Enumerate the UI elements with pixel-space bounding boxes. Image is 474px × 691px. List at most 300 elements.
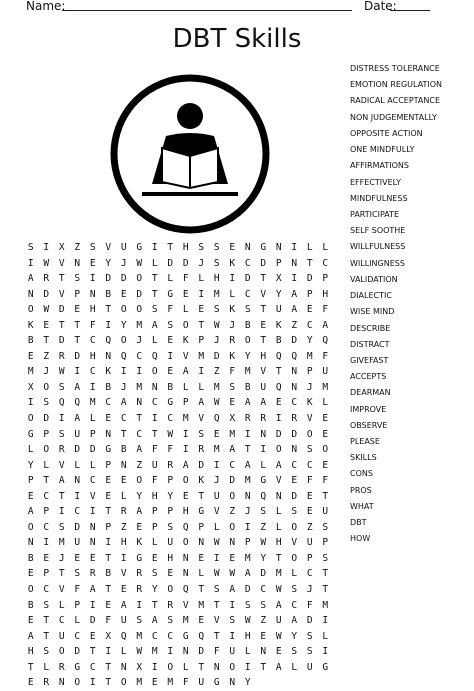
- grid-letter[interactable]: O: [120, 304, 127, 316]
- grid-letter[interactable]: C: [136, 350, 143, 362]
- grid-letter[interactable]: T: [213, 599, 220, 611]
- grid-letter[interactable]: D: [244, 273, 251, 285]
- grid-letter[interactable]: Y: [151, 584, 158, 596]
- grid-letter[interactable]: T: [213, 630, 220, 642]
- grid-letter[interactable]: E: [182, 288, 189, 300]
- grid-letter[interactable]: L: [151, 257, 158, 269]
- grid-letter[interactable]: M: [213, 444, 220, 456]
- grid-letter[interactable]: U: [167, 537, 174, 549]
- grid-letter[interactable]: D: [291, 490, 298, 502]
- grid-letter[interactable]: N: [27, 288, 34, 300]
- grid-letter[interactable]: Y: [275, 288, 282, 300]
- grid-letter[interactable]: A: [27, 273, 34, 285]
- grid-letter[interactable]: B: [275, 335, 282, 347]
- grid-letter[interactable]: E: [322, 459, 329, 471]
- grid-letter[interactable]: N: [151, 381, 158, 393]
- grid-letter[interactable]: G: [182, 630, 189, 642]
- grid-letter[interactable]: I: [74, 490, 81, 502]
- grid-letter[interactable]: K: [229, 304, 236, 316]
- grid-letter[interactable]: P: [89, 428, 96, 440]
- grid-letter[interactable]: E: [105, 599, 112, 611]
- grid-letter[interactable]: L: [291, 568, 298, 580]
- grid-letter[interactable]: T: [151, 428, 158, 440]
- grid-letter[interactable]: O: [244, 335, 251, 347]
- grid-letter[interactable]: J: [198, 257, 205, 269]
- grid-letter[interactable]: T: [120, 428, 127, 440]
- grid-letter[interactable]: T: [260, 304, 267, 316]
- grid-letter[interactable]: I: [244, 661, 251, 673]
- grid-letter[interactable]: U: [322, 366, 329, 378]
- grid-letter[interactable]: C: [43, 521, 50, 533]
- grid-letter[interactable]: Y: [27, 459, 34, 471]
- grid-letter[interactable]: L: [151, 537, 158, 549]
- grid-letter[interactable]: I: [229, 273, 236, 285]
- grid-letter[interactable]: A: [58, 475, 65, 487]
- grid-letter[interactable]: M: [182, 413, 189, 425]
- grid-letter[interactable]: A: [291, 615, 298, 627]
- grid-letter[interactable]: U: [120, 615, 127, 627]
- grid-letter[interactable]: A: [244, 397, 251, 409]
- grid-letter[interactable]: O: [182, 475, 189, 487]
- grid-letter[interactable]: N: [244, 242, 251, 253]
- grid-letter[interactable]: P: [306, 288, 313, 300]
- grid-letter[interactable]: C: [291, 397, 298, 409]
- grid-letter[interactable]: X: [275, 273, 282, 285]
- grid-letter[interactable]: E: [27, 615, 34, 627]
- grid-letter[interactable]: A: [182, 366, 189, 378]
- grid-letter[interactable]: T: [322, 490, 329, 502]
- grid-letter[interactable]: T: [322, 584, 329, 596]
- grid-letter[interactable]: I: [229, 630, 236, 642]
- grid-letter[interactable]: F: [89, 319, 96, 331]
- grid-letter[interactable]: L: [89, 413, 96, 425]
- grid-letter[interactable]: D: [306, 615, 313, 627]
- grid-letter[interactable]: R: [291, 413, 298, 425]
- grid-letter[interactable]: B: [244, 381, 251, 393]
- grid-letter[interactable]: K: [27, 319, 34, 331]
- grid-letter[interactable]: Y: [167, 490, 174, 502]
- grid-letter[interactable]: L: [43, 459, 50, 471]
- grid-letter[interactable]: Z: [74, 242, 81, 253]
- grid-letter[interactable]: Z: [260, 521, 267, 533]
- grid-letter[interactable]: L: [167, 273, 174, 285]
- grid-letter[interactable]: P: [27, 475, 34, 487]
- grid-letter[interactable]: T: [58, 568, 65, 580]
- grid-letter[interactable]: W: [213, 537, 220, 549]
- grid-letter[interactable]: Y: [244, 350, 251, 362]
- grid-letter[interactable]: V: [89, 490, 96, 502]
- grid-letter[interactable]: B: [105, 288, 112, 300]
- grid-letter[interactable]: O: [74, 677, 81, 689]
- grid-letter[interactable]: E: [275, 397, 282, 409]
- grid-letter[interactable]: P: [306, 552, 313, 564]
- grid-letter[interactable]: B: [27, 599, 34, 611]
- grid-letter[interactable]: T: [43, 475, 50, 487]
- grid-letter[interactable]: L: [43, 661, 50, 673]
- grid-letter[interactable]: P: [74, 599, 81, 611]
- grid-letter[interactable]: U: [74, 428, 81, 440]
- grid-letter[interactable]: L: [198, 568, 205, 580]
- grid-letter[interactable]: D: [105, 273, 112, 285]
- grid-letter[interactable]: K: [182, 335, 189, 347]
- grid-letter[interactable]: D: [89, 444, 96, 456]
- grid-letter[interactable]: Q: [105, 335, 112, 347]
- grid-letter[interactable]: T: [151, 599, 158, 611]
- grid-letter[interactable]: U: [213, 490, 220, 502]
- grid-letter[interactable]: I: [182, 444, 189, 456]
- grid-letter[interactable]: I: [58, 413, 65, 425]
- grid-letter[interactable]: C: [291, 459, 298, 471]
- grid-letter[interactable]: T: [27, 661, 34, 673]
- grid-letter[interactable]: I: [322, 646, 329, 658]
- grid-letter[interactable]: J: [120, 381, 127, 393]
- grid-letter[interactable]: Q: [213, 413, 220, 425]
- grid-letter[interactable]: D: [182, 257, 189, 269]
- grid-letter[interactable]: E: [306, 304, 313, 316]
- grid-letter[interactable]: Q: [182, 584, 189, 596]
- grid-letter[interactable]: T: [105, 661, 112, 673]
- grid-letter[interactable]: O: [58, 646, 65, 658]
- grid-letter[interactable]: L: [275, 521, 282, 533]
- grid-letter[interactable]: P: [151, 506, 158, 518]
- grid-letter[interactable]: J: [58, 552, 65, 564]
- grid-letter[interactable]: E: [167, 568, 174, 580]
- grid-letter[interactable]: Q: [275, 381, 282, 393]
- grid-letter[interactable]: G: [322, 661, 329, 673]
- grid-letter[interactable]: L: [275, 506, 282, 518]
- grid-letter[interactable]: S: [167, 615, 174, 627]
- grid-letter[interactable]: N: [213, 661, 220, 673]
- grid-letter[interactable]: V: [213, 506, 220, 518]
- grid-letter[interactable]: Q: [120, 350, 127, 362]
- grid-letter[interactable]: N: [105, 428, 112, 440]
- grid-letter[interactable]: M: [167, 677, 174, 689]
- grid-letter[interactable]: E: [229, 242, 236, 253]
- grid-letter[interactable]: L: [244, 646, 251, 658]
- grid-letter[interactable]: N: [275, 242, 282, 253]
- grid-letter[interactable]: A: [322, 319, 329, 331]
- grid-letter[interactable]: F: [167, 444, 174, 456]
- grid-letter[interactable]: J: [244, 506, 251, 518]
- grid-letter[interactable]: F: [151, 475, 158, 487]
- grid-letter[interactable]: U: [275, 615, 282, 627]
- grid-letter[interactable]: S: [58, 428, 65, 440]
- grid-letter[interactable]: P: [105, 459, 112, 471]
- grid-letter[interactable]: G: [167, 397, 174, 409]
- grid-letter[interactable]: P: [244, 537, 251, 549]
- grid-letter[interactable]: O: [136, 304, 143, 316]
- grid-letter[interactable]: A: [27, 506, 34, 518]
- grid-letter[interactable]: N: [27, 537, 34, 549]
- grid-letter[interactable]: C: [89, 335, 96, 347]
- grid-letter[interactable]: L: [198, 381, 205, 393]
- grid-letter[interactable]: I: [105, 319, 112, 331]
- grid-letter[interactable]: T: [244, 444, 251, 456]
- grid-letter[interactable]: B: [167, 381, 174, 393]
- name-blank-line[interactable]: [62, 10, 352, 11]
- grid-letter[interactable]: M: [136, 630, 143, 642]
- grid-letter[interactable]: I: [291, 273, 298, 285]
- grid-letter[interactable]: M: [151, 646, 158, 658]
- grid-letter[interactable]: C: [120, 413, 127, 425]
- grid-letter[interactable]: E: [198, 615, 205, 627]
- grid-letter[interactable]: U: [260, 381, 267, 393]
- grid-letter[interactable]: L: [151, 335, 158, 347]
- grid-letter[interactable]: I: [136, 599, 143, 611]
- grid-letter[interactable]: H: [151, 490, 158, 502]
- grid-letter[interactable]: C: [306, 459, 313, 471]
- grid-letter[interactable]: E: [322, 428, 329, 440]
- grid-letter[interactable]: W: [229, 568, 236, 580]
- grid-letter[interactable]: S: [58, 381, 65, 393]
- grid-letter[interactable]: A: [229, 444, 236, 456]
- grid-letter[interactable]: P: [43, 506, 50, 518]
- grid-letter[interactable]: I: [151, 413, 158, 425]
- grid-letter[interactable]: I: [198, 288, 205, 300]
- grid-letter[interactable]: F: [151, 444, 158, 456]
- grid-letter[interactable]: F: [74, 584, 81, 596]
- grid-letter[interactable]: N: [260, 428, 267, 440]
- grid-letter[interactable]: G: [198, 506, 205, 518]
- grid-letter[interactable]: D: [260, 257, 267, 269]
- grid-letter[interactable]: E: [105, 490, 112, 502]
- grid-letter[interactable]: X: [229, 413, 236, 425]
- grid-letter[interactable]: I: [27, 397, 34, 409]
- grid-letter[interactable]: A: [244, 568, 251, 580]
- grid-letter[interactable]: B: [105, 568, 112, 580]
- grid-letter[interactable]: M: [322, 599, 329, 611]
- grid-letter[interactable]: T: [151, 273, 158, 285]
- grid-letter[interactable]: C: [244, 288, 251, 300]
- grid-letter[interactable]: N: [182, 568, 189, 580]
- grid-letter[interactable]: O: [151, 366, 158, 378]
- grid-letter[interactable]: T: [275, 552, 282, 564]
- grid-letter[interactable]: F: [105, 615, 112, 627]
- grid-letter[interactable]: D: [275, 428, 282, 440]
- grid-letter[interactable]: O: [291, 521, 298, 533]
- grid-letter[interactable]: P: [182, 397, 189, 409]
- grid-letter[interactable]: R: [167, 599, 174, 611]
- grid-letter[interactable]: U: [275, 304, 282, 316]
- grid-letter[interactable]: Y: [105, 257, 112, 269]
- grid-letter[interactable]: W: [244, 615, 251, 627]
- grid-letter[interactable]: E: [151, 552, 158, 564]
- grid-letter[interactable]: E: [136, 521, 143, 533]
- grid-letter[interactable]: L: [260, 459, 267, 471]
- grid-letter[interactable]: M: [27, 366, 34, 378]
- grid-letter[interactable]: L: [322, 242, 329, 253]
- grid-letter[interactable]: K: [105, 366, 112, 378]
- grid-letter[interactable]: T: [306, 257, 313, 269]
- grid-letter[interactable]: T: [198, 584, 205, 596]
- grid-letter[interactable]: T: [136, 413, 143, 425]
- grid-letter[interactable]: U: [151, 459, 158, 471]
- grid-letter[interactable]: S: [322, 521, 329, 533]
- grid-letter[interactable]: S: [43, 397, 50, 409]
- grid-letter[interactable]: M: [244, 552, 251, 564]
- grid-letter[interactable]: S: [260, 599, 267, 611]
- grid-letter[interactable]: O: [27, 304, 34, 316]
- grid-letter[interactable]: N: [89, 288, 96, 300]
- grid-letter[interactable]: N: [136, 397, 143, 409]
- grid-letter[interactable]: J: [120, 257, 127, 269]
- grid-letter[interactable]: S: [213, 584, 220, 596]
- grid-letter[interactable]: I: [260, 444, 267, 456]
- grid-letter[interactable]: A: [260, 397, 267, 409]
- grid-letter[interactable]: I: [89, 273, 96, 285]
- grid-letter[interactable]: T: [43, 615, 50, 627]
- grid-letter[interactable]: D: [198, 646, 205, 658]
- grid-letter[interactable]: A: [229, 584, 236, 596]
- grid-letter[interactable]: O: [43, 381, 50, 393]
- grid-letter[interactable]: U: [74, 537, 81, 549]
- grid-letter[interactable]: U: [306, 537, 313, 549]
- grid-letter[interactable]: D: [260, 568, 267, 580]
- grid-letter[interactable]: V: [105, 242, 112, 253]
- grid-letter[interactable]: A: [291, 304, 298, 316]
- grid-letter[interactable]: I: [89, 506, 96, 518]
- grid-letter[interactable]: E: [275, 646, 282, 658]
- grid-letter[interactable]: J: [306, 584, 313, 596]
- grid-letter[interactable]: O: [229, 521, 236, 533]
- grid-letter[interactable]: E: [182, 490, 189, 502]
- grid-letter[interactable]: A: [136, 506, 143, 518]
- grid-letter[interactable]: U: [58, 630, 65, 642]
- grid-letter[interactable]: E: [213, 428, 220, 440]
- grid-letter[interactable]: C: [151, 630, 158, 642]
- grid-letter[interactable]: E: [260, 319, 267, 331]
- grid-letter[interactable]: P: [167, 475, 174, 487]
- grid-letter[interactable]: R: [120, 506, 127, 518]
- grid-letter[interactable]: W: [275, 630, 282, 642]
- grid-letter[interactable]: O: [167, 584, 174, 596]
- grid-letter[interactable]: I: [120, 552, 127, 564]
- grid-letter[interactable]: W: [136, 257, 143, 269]
- grid-letter[interactable]: T: [105, 552, 112, 564]
- grid-letter[interactable]: T: [260, 661, 267, 673]
- grid-letter[interactable]: O: [27, 521, 34, 533]
- grid-letter[interactable]: D: [291, 335, 298, 347]
- grid-letter[interactable]: S: [260, 506, 267, 518]
- grid-letter[interactable]: N: [74, 257, 81, 269]
- grid-letter[interactable]: V: [198, 413, 205, 425]
- grid-letter[interactable]: N: [291, 381, 298, 393]
- grid-letter[interactable]: T: [43, 335, 50, 347]
- date-blank-line[interactable]: [390, 10, 430, 11]
- grid-letter[interactable]: V: [260, 288, 267, 300]
- grid-letter[interactable]: Y: [136, 490, 143, 502]
- grid-letter[interactable]: O: [182, 537, 189, 549]
- grid-letter[interactable]: Z: [260, 615, 267, 627]
- grid-letter[interactable]: D: [74, 646, 81, 658]
- grid-letter[interactable]: V: [58, 459, 65, 471]
- grid-letter[interactable]: Q: [151, 350, 158, 362]
- grid-letter[interactable]: E: [120, 584, 127, 596]
- grid-letter[interactable]: E: [306, 490, 313, 502]
- grid-letter[interactable]: O: [27, 413, 34, 425]
- grid-letter[interactable]: C: [43, 584, 50, 596]
- grid-letter[interactable]: M: [229, 428, 236, 440]
- grid-letter[interactable]: P: [43, 568, 50, 580]
- grid-letter[interactable]: T: [198, 319, 205, 331]
- grid-letter[interactable]: Q: [120, 630, 127, 642]
- grid-letter[interactable]: O: [229, 490, 236, 502]
- grid-letter[interactable]: F: [182, 273, 189, 285]
- grid-letter[interactable]: S: [306, 444, 313, 456]
- grid-letter[interactable]: G: [260, 242, 267, 253]
- grid-letter[interactable]: V: [306, 413, 313, 425]
- grid-letter[interactable]: Z: [291, 319, 298, 331]
- grid-letter[interactable]: R: [43, 273, 50, 285]
- grid-letter[interactable]: I: [167, 646, 174, 658]
- grid-letter[interactable]: W: [213, 319, 220, 331]
- grid-letter[interactable]: K: [229, 350, 236, 362]
- grid-letter[interactable]: V: [260, 366, 267, 378]
- grid-letter[interactable]: N: [244, 490, 251, 502]
- grid-letter[interactable]: A: [120, 397, 127, 409]
- grid-letter[interactable]: C: [306, 568, 313, 580]
- grid-letter[interactable]: H: [275, 537, 282, 549]
- grid-letter[interactable]: S: [136, 615, 143, 627]
- grid-letter[interactable]: I: [275, 413, 282, 425]
- grid-letter[interactable]: A: [275, 599, 282, 611]
- grid-letter[interactable]: Q: [260, 490, 267, 502]
- grid-letter[interactable]: C: [105, 397, 112, 409]
- grid-letter[interactable]: G: [27, 428, 34, 440]
- grid-letter[interactable]: I: [58, 506, 65, 518]
- grid-letter[interactable]: I: [89, 677, 96, 689]
- grid-letter[interactable]: D: [58, 304, 65, 316]
- grid-letter[interactable]: E: [167, 335, 174, 347]
- grid-letter[interactable]: O: [306, 428, 313, 440]
- grid-letter[interactable]: O: [27, 584, 34, 596]
- grid-letter[interactable]: T: [89, 646, 96, 658]
- grid-letter[interactable]: A: [27, 630, 34, 642]
- grid-letter[interactable]: R: [136, 584, 143, 596]
- grid-letter[interactable]: A: [291, 288, 298, 300]
- grid-letter[interactable]: W: [43, 257, 50, 269]
- grid-letter[interactable]: C: [136, 428, 143, 440]
- grid-letter[interactable]: C: [74, 506, 81, 518]
- grid-letter[interactable]: U: [120, 242, 127, 253]
- grid-letter[interactable]: D: [167, 257, 174, 269]
- word-search-grid[interactable]: [23, 240, 333, 691]
- grid-letter[interactable]: Z: [120, 521, 127, 533]
- grid-letter[interactable]: N: [291, 366, 298, 378]
- grid-letter[interactable]: L: [213, 521, 220, 533]
- grid-letter[interactable]: S: [167, 319, 174, 331]
- grid-letter[interactable]: Y: [260, 552, 267, 564]
- grid-letter[interactable]: A: [136, 444, 143, 456]
- grid-letter[interactable]: I: [198, 366, 205, 378]
- grid-letter[interactable]: L: [27, 444, 34, 456]
- grid-letter[interactable]: T: [275, 366, 282, 378]
- grid-letter[interactable]: A: [74, 381, 81, 393]
- grid-letter[interactable]: A: [244, 459, 251, 471]
- grid-letter[interactable]: T: [198, 490, 205, 502]
- grid-letter[interactable]: Q: [58, 397, 65, 409]
- grid-letter[interactable]: R: [198, 444, 205, 456]
- grid-letter[interactable]: K: [136, 537, 143, 549]
- grid-letter[interactable]: C: [167, 630, 174, 642]
- grid-letter[interactable]: C: [58, 615, 65, 627]
- grid-letter[interactable]: A: [74, 413, 81, 425]
- grid-letter[interactable]: H: [213, 273, 220, 285]
- grid-letter[interactable]: S: [322, 552, 329, 564]
- grid-letter[interactable]: D: [74, 350, 81, 362]
- grid-letter[interactable]: E: [120, 288, 127, 300]
- grid-letter[interactable]: K: [275, 319, 282, 331]
